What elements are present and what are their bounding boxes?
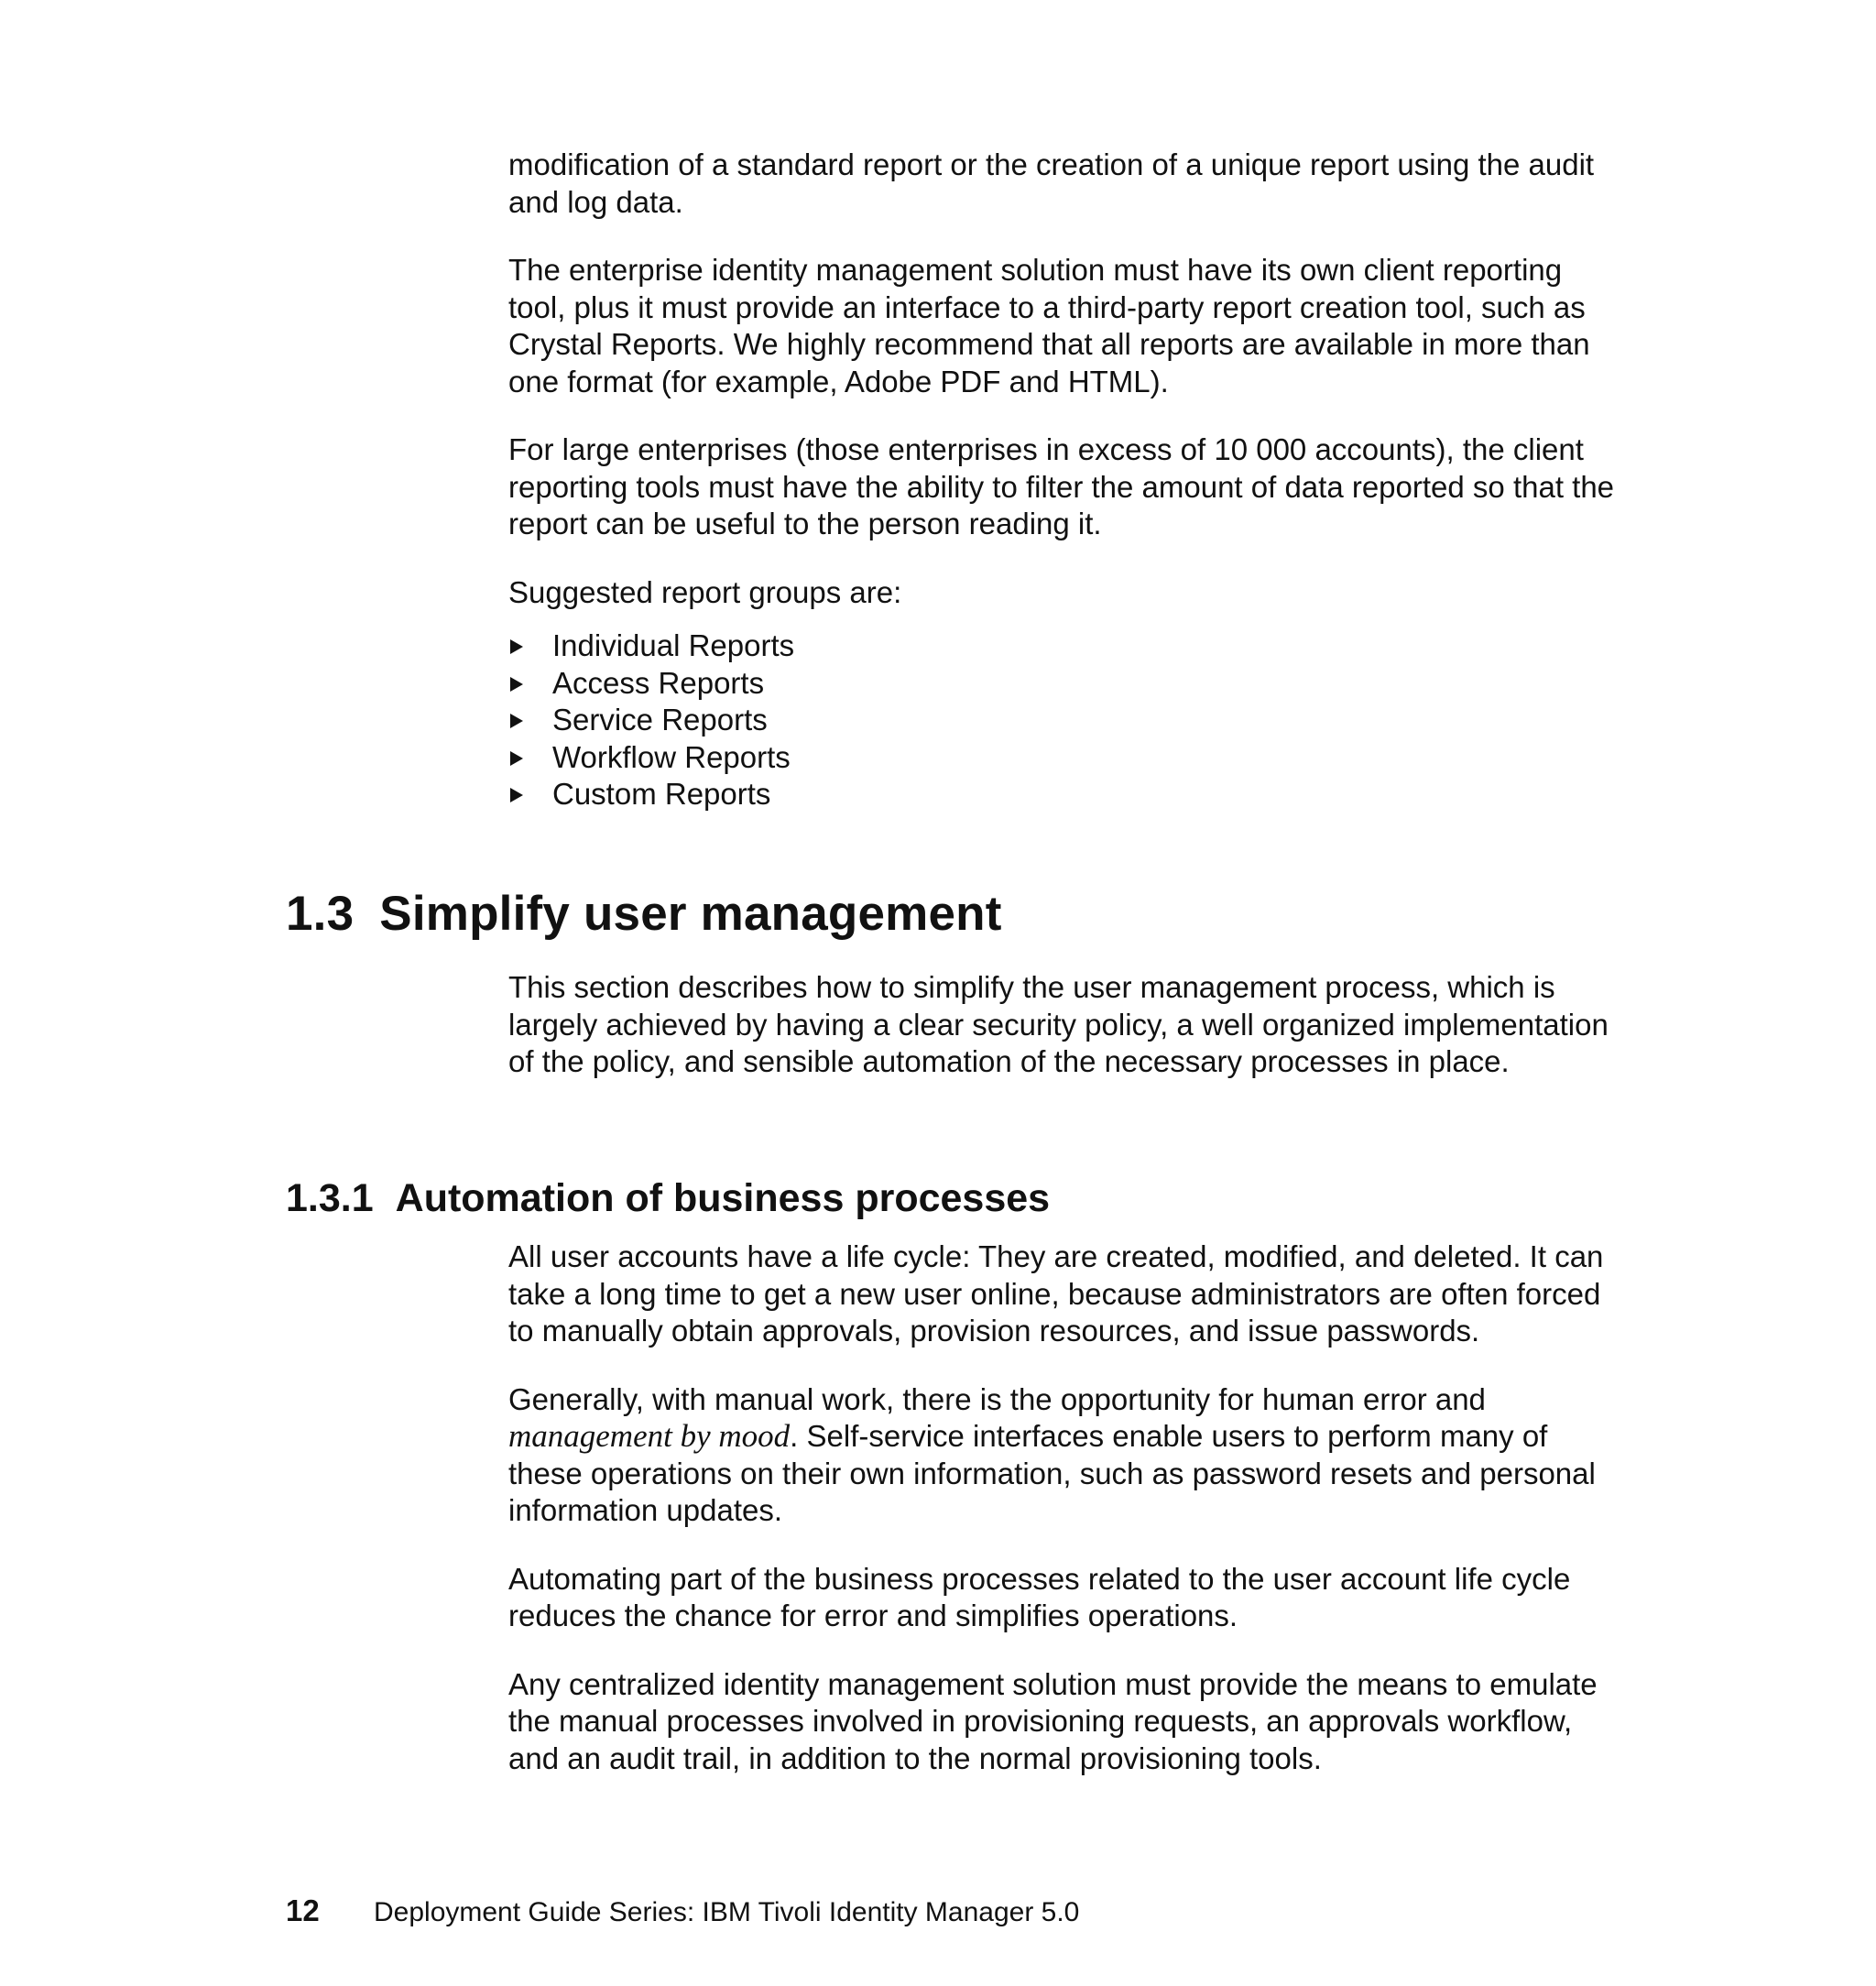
paragraph-section-intro: This section describes how to simplify the user management process, which is largely achieved by having a clear security policy, a well organized implementation of the policy, and sensible automation of the necessary processes in place. — [508, 970, 1609, 1078]
list-item: Custom Reports — [508, 776, 1621, 813]
subsection-title: Automation of business processes — [395, 1176, 1051, 1220]
triangle-bullet-icon — [510, 714, 523, 728]
paragraph-manual-work: Generally, with manual work, there is the opportunity for human error and management by mood. Self-service interfaces enable users to perform many of these operations on their own information, such as password resets and personal information updates. — [508, 1381, 1596, 1527]
list-item: Service Reports — [508, 702, 1621, 739]
paragraph-report-modification: modification of a standard report or the creation of a unique report using the audit and log data. — [508, 147, 1595, 219]
triangle-bullet-icon — [510, 751, 523, 766]
emphasis-management-by-mood: management by mood — [508, 1418, 791, 1454]
section-number: 1.3 — [286, 887, 354, 941]
subsection-heading — [286, 1175, 1050, 1221]
triangle-bullet-icon — [510, 639, 523, 654]
subsection-text-block — [508, 1239, 1621, 1777]
paragraph-automating: Automating part of the business processes related to the user account life cycle reduces the chance for error and simplifies operations. — [508, 1561, 1571, 1632]
paragraph-suggested-groups: Suggested report groups are: — [508, 574, 902, 609]
triangle-bullet-icon — [510, 788, 523, 802]
paragraph-centralized-solution: Any centralized identity management solution must provide the means to emulate the manual processes involved in provisioning requests, an approvals workflow, and an audit trail, in addition to the normal provisioning tools. — [508, 1666, 1598, 1775]
paragraph-client-reporting-tool: The enterprise identity management solution must have its own client reporting tool, plus it must provide an interface to a third-party report creation tool, such as Crystal Reports. We highly recommend that all reports are available in more than one format (for example, Adobe PDF and HTML). — [508, 253, 1590, 398]
report-groups-list — [508, 627, 1621, 813]
section-intro-block — [508, 969, 1621, 1081]
subsection-number: 1.3.1 — [286, 1176, 374, 1220]
page-footer — [286, 1894, 1079, 1929]
triangle-bullet-icon — [510, 677, 523, 692]
list-item: Workflow Reports — [508, 739, 1621, 777]
paragraph-large-enterprises: For large enterprises (those enterprises in excess of 10 000 accounts), the client reporting tools must have the ability to filter the amount of data reported so that the report can be useful to the person reading it. — [508, 432, 1615, 540]
list-item: Access Reports — [508, 665, 1621, 703]
book-title: Deployment Guide Series: IBM Tivoli Identity Manager 5.0 — [374, 1897, 1080, 1927]
paragraph-life-cycle: All user accounts have a life cycle: They are created, modified, and deleted. It can take a long time to get a new user online, because administrators are often forced to manually obtain approvals, provision resources, and issue passwords. — [508, 1239, 1604, 1348]
top-text-block — [508, 147, 1621, 813]
list-item: Individual Reports — [508, 627, 1621, 665]
section-heading — [286, 887, 1002, 942]
page-number: 12 — [286, 1893, 320, 1927]
section-title: Simplify user management — [379, 887, 1002, 941]
